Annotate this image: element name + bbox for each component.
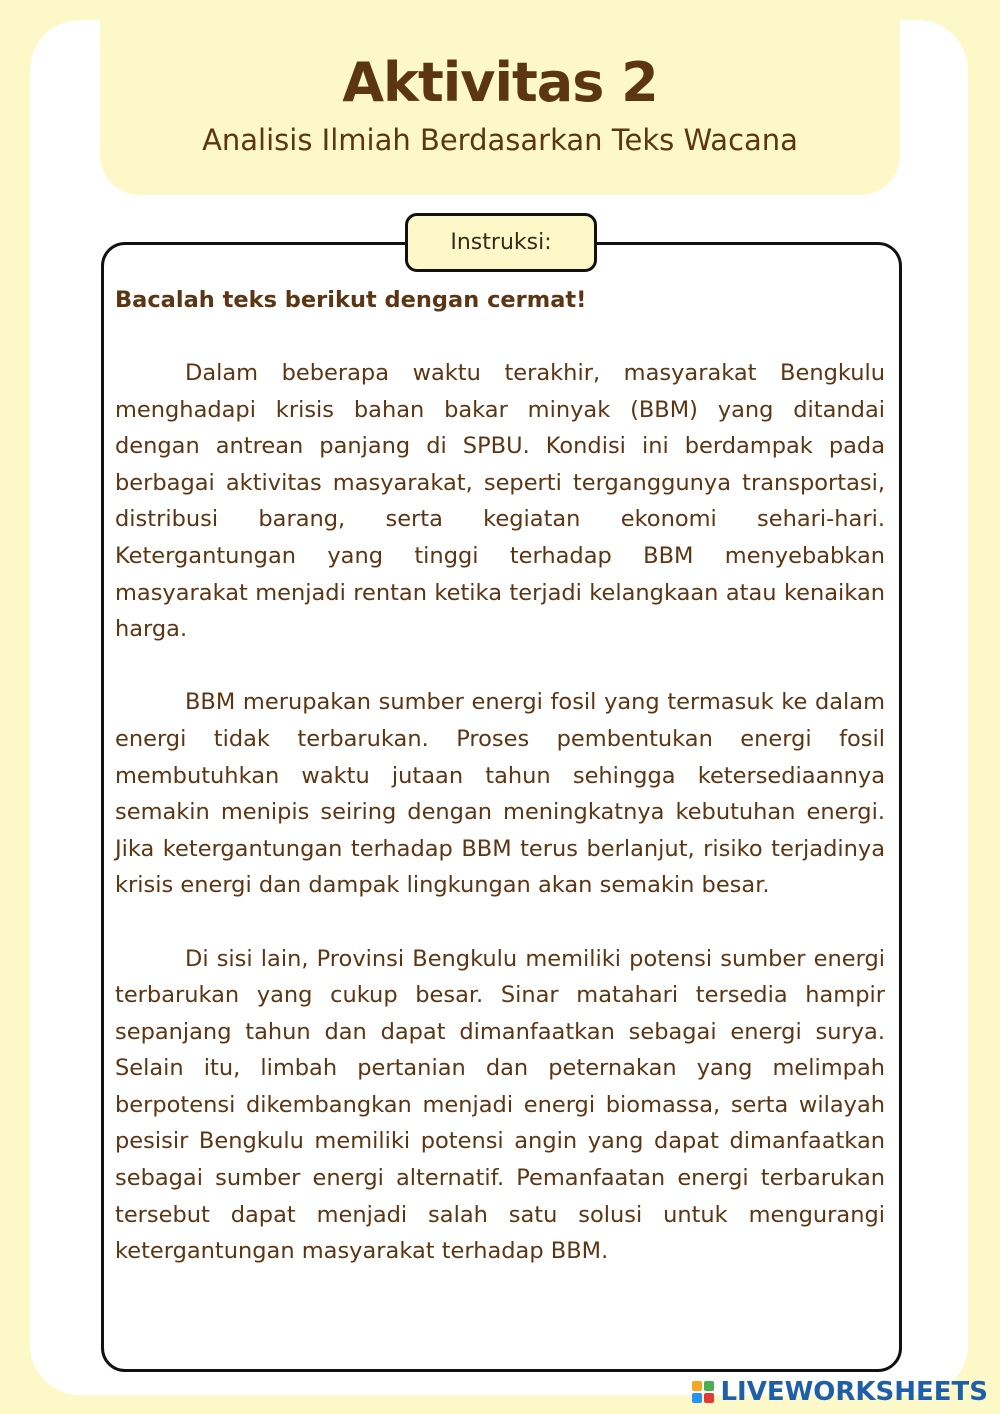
reading-text — [115, 282, 885, 1306]
page-subtitle: Analisis Ilmiah Berdasarkan Teks Wacana — [202, 123, 798, 157]
instruction-label: Instruksi: — [405, 213, 597, 272]
page-title: Aktivitas 2 — [342, 51, 658, 114]
instruction-lead: Bacalah teks berikut dengan cermat! — [115, 287, 587, 313]
liveworksheets-logo-icon — [692, 1381, 714, 1403]
paragraph-1: Dalam beberapa waktu terakhir, masyarakat Bengkulu menghadapi krisis bahan bakar minyak (BBM) yang ditandai dengan antrean panjang di SPBU. Kondisi ini berdampak pada berbagai aktivitas masyarakat, seperti terganggunya transportasi, distribusi barang, serta kegiatan ekonomi sehari-hari. Ketergantungan yang tinggi terhadap BBM menyebabkan masyarakat menjadi rentan ketika terjadi kelangkaan atau kenaikan harga. — [115, 360, 885, 643]
liveworksheets-logo[interactable] — [692, 1372, 988, 1412]
paragraph-3: Di sisi lain, Provinsi Bengkulu memiliki potensi sumber energi terbarukan yang cukup besar. Sinar matahari tersedia hampir sepanjang tahun dan dapat dimanfaatkan sebagai energi surya. Selain itu, limbah pertanian dan peternakan yang melimpah berpotensi dikembangkan menjadi energi biomassa, serta wilayah pesisir Bengkulu memiliki potensi angin yang dapat dimanfaatkan sebagai sumber energi alternatif. Pemanfaatan energi terbarukan tersebut dapat menjadi salah satu solusi untuk mengurangi ketergantungan masyarakat terhadap BBM. — [115, 945, 885, 1265]
paragraph-2: BBM merupakan sumber energi fosil yang termasuk ke dalam energi tidak terbarukan. Proses pembentukan energi fosil membutuhkan waktu jutaan tahun sehingga ketersediaannya semakin menipis seiring dengan meningkatnya kebutuhan energi. Jika ketergantungan terhadap BBM terus berlanjut, risiko terjadinya krisis energi dan dampak lingkungan akan semakin besar. — [115, 689, 885, 899]
liveworksheets-brand-text: LIVEWORKSHEETS — [720, 1377, 988, 1407]
